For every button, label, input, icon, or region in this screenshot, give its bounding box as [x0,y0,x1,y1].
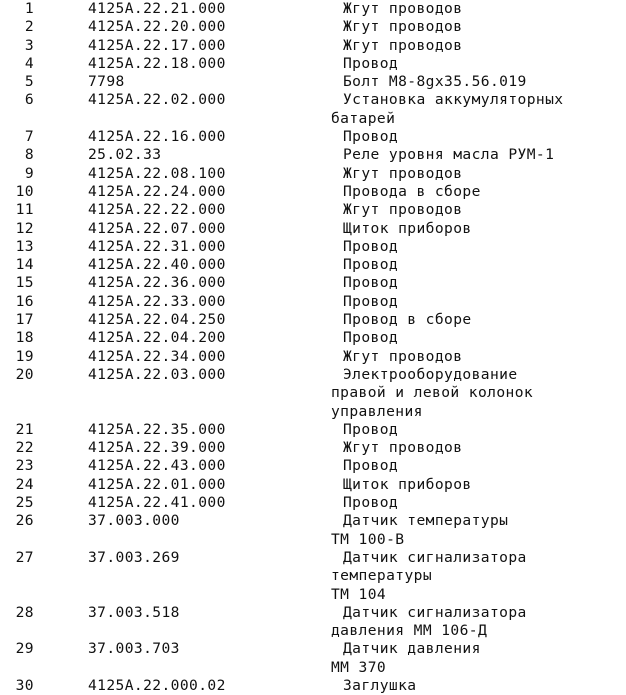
item-designation: 4125A.22.33.000 [88,292,226,310]
item-description: Жгут проводов [343,164,463,182]
item-designation: 4125A.22.04.250 [88,311,226,329]
item-description: Жгут проводов [343,347,463,365]
item-number: 3 [24,36,34,54]
parts-list-row-continuation [0,110,626,128]
item-number: 19 [15,347,34,365]
item-description: Щиток приборов [343,475,472,493]
item-description: Жгут проводов [343,201,463,219]
parts-list-row [0,476,626,494]
item-number: 11 [15,201,34,219]
parts-list-row [0,238,626,256]
parts-list-row [0,0,626,18]
item-designation: 4125A.22.21.000 [88,0,226,17]
item-number: 15 [15,274,34,292]
item-description: управления [331,402,423,420]
item-description: Жгут проводов [343,18,463,36]
parts-list-row [0,640,626,658]
parts-list-row-continuation [0,567,626,585]
item-designation: 4125A.22.43.000 [88,457,226,475]
parts-list-row [0,494,626,512]
parts-list-row [0,457,626,475]
item-description: Провод [343,420,399,438]
item-number: 13 [15,237,34,255]
item-number: 25 [15,494,34,512]
item-designation: 37.003.000 [88,512,180,530]
parts-list-row-continuation [0,622,626,640]
item-number: 16 [15,292,34,310]
item-number: 1 [24,0,34,17]
item-description: Провода в сборе [343,182,481,200]
item-description: Провод [343,457,399,475]
item-number: 30 [15,676,34,694]
item-description: давления ММ 106-Д [331,622,488,640]
parts-list-row [0,439,626,457]
item-designation: 4125A.22.41.000 [88,494,226,512]
item-number: 10 [15,182,34,200]
item-designation: 4125A.22.36.000 [88,274,226,292]
parts-list-row [0,512,626,530]
item-description: Датчик температуры [343,512,509,530]
item-number: 18 [15,329,34,347]
item-description: Реле уровня масла РУМ-1 [343,146,555,164]
item-description: Датчик сигнализатора [343,548,527,566]
parts-list-row [0,366,626,384]
item-number: 14 [15,256,34,274]
parts-list-row [0,549,626,567]
item-designation: 4125A.22.16.000 [88,128,226,146]
item-description: правой и левой колонок [331,384,534,402]
parts-list-row [0,421,626,439]
item-number: 26 [15,512,34,530]
parts-list-row [0,677,626,695]
parts-list-row [0,293,626,311]
parts-list-row [0,37,626,55]
parts-list-row [0,256,626,274]
parts-list-row-continuation [0,384,626,402]
item-number: 8 [24,146,34,164]
parts-list-row [0,329,626,347]
item-description: Провод [343,292,399,310]
item-description: Электрооборудование [343,365,518,383]
item-number: 17 [15,311,34,329]
item-number: 7 [24,128,34,146]
parts-list-row [0,183,626,201]
item-number: 24 [15,475,34,493]
item-designation: 4125A.22.000.02 [88,676,226,694]
parts-list-row [0,165,626,183]
item-description: Жгут проводов [343,439,463,457]
parts-list-row [0,91,626,109]
item-number: 20 [15,365,34,383]
item-number: 29 [15,640,34,658]
item-designation: 4125A.22.07.000 [88,219,226,237]
item-designation: 4125A.22.34.000 [88,347,226,365]
parts-list-row [0,73,626,91]
item-description: Провод [343,256,399,274]
item-designation: 4125A.22.39.000 [88,439,226,457]
item-description: температуры [331,567,433,585]
item-number: 27 [15,548,34,566]
item-designation: 7798 [88,73,125,91]
parts-list-row [0,274,626,292]
item-description: Провод [343,237,399,255]
item-designation: 4125A.22.24.000 [88,182,226,200]
item-description: Провод [343,274,399,292]
item-number: 12 [15,219,34,237]
item-number: 21 [15,420,34,438]
item-designation: 4125A.22.17.000 [88,36,226,54]
parts-list-row [0,146,626,164]
item-description: Жгут проводов [343,36,463,54]
item-description: Провод [343,329,399,347]
parts-list-row [0,604,626,622]
parts-list-row-continuation [0,403,626,421]
item-description: Провод [343,54,399,72]
item-description: Датчик давления [343,640,481,658]
item-number: 2 [24,18,34,36]
item-designation: 4125A.22.35.000 [88,420,226,438]
item-description: ММ 370 [331,658,387,676]
item-designation: 4125A.22.01.000 [88,475,226,493]
item-description: батарей [331,109,396,127]
item-designation: 4125A.22.31.000 [88,237,226,255]
parts-list-row-continuation [0,659,626,677]
item-designation: 4125A.22.22.000 [88,201,226,219]
item-designation: 37.003.269 [88,548,180,566]
item-number: 4 [24,54,34,72]
item-number: 28 [15,603,34,621]
parts-list-row [0,128,626,146]
item-designation: 37.003.518 [88,603,180,621]
parts-list-row [0,201,626,219]
item-description: Провод в сборе [343,311,472,329]
item-description: Датчик сигнализатора [343,603,527,621]
parts-list-row [0,55,626,73]
parts-list-row-continuation [0,586,626,604]
item-designation: 4125A.22.03.000 [88,365,226,383]
item-number: 6 [24,91,34,109]
item-description: Болт М8-8gх35.56.019 [343,73,527,91]
parts-list-row [0,18,626,36]
item-designation: 4125A.22.20.000 [88,18,226,36]
parts-list-row [0,220,626,238]
item-designation: 25.02.33 [88,146,162,164]
item-description: ТМ 100-В [331,530,405,548]
parts-list-row [0,348,626,366]
item-number: 22 [15,439,34,457]
item-description: Провод [343,494,399,512]
item-designation: 4125A.22.02.000 [88,91,226,109]
parts-list-row-continuation [0,531,626,549]
item-designation: 37.003.703 [88,640,180,658]
item-description: Установка аккумуляторных [343,91,564,109]
item-designation: 4125A.22.40.000 [88,256,226,274]
item-designation: 4125A.22.08.100 [88,164,226,182]
item-number: 23 [15,457,34,475]
item-number: 9 [24,164,34,182]
item-description: Провод [343,128,399,146]
item-designation: 4125A.22.04.200 [88,329,226,347]
item-description: Заглушка [343,676,417,694]
item-description: Щиток приборов [343,219,472,237]
item-description: ТМ 104 [331,585,387,603]
item-description: Жгут проводов [343,0,463,17]
item-number: 5 [24,73,34,91]
parts-list-row [0,311,626,329]
item-designation: 4125A.22.18.000 [88,54,226,72]
